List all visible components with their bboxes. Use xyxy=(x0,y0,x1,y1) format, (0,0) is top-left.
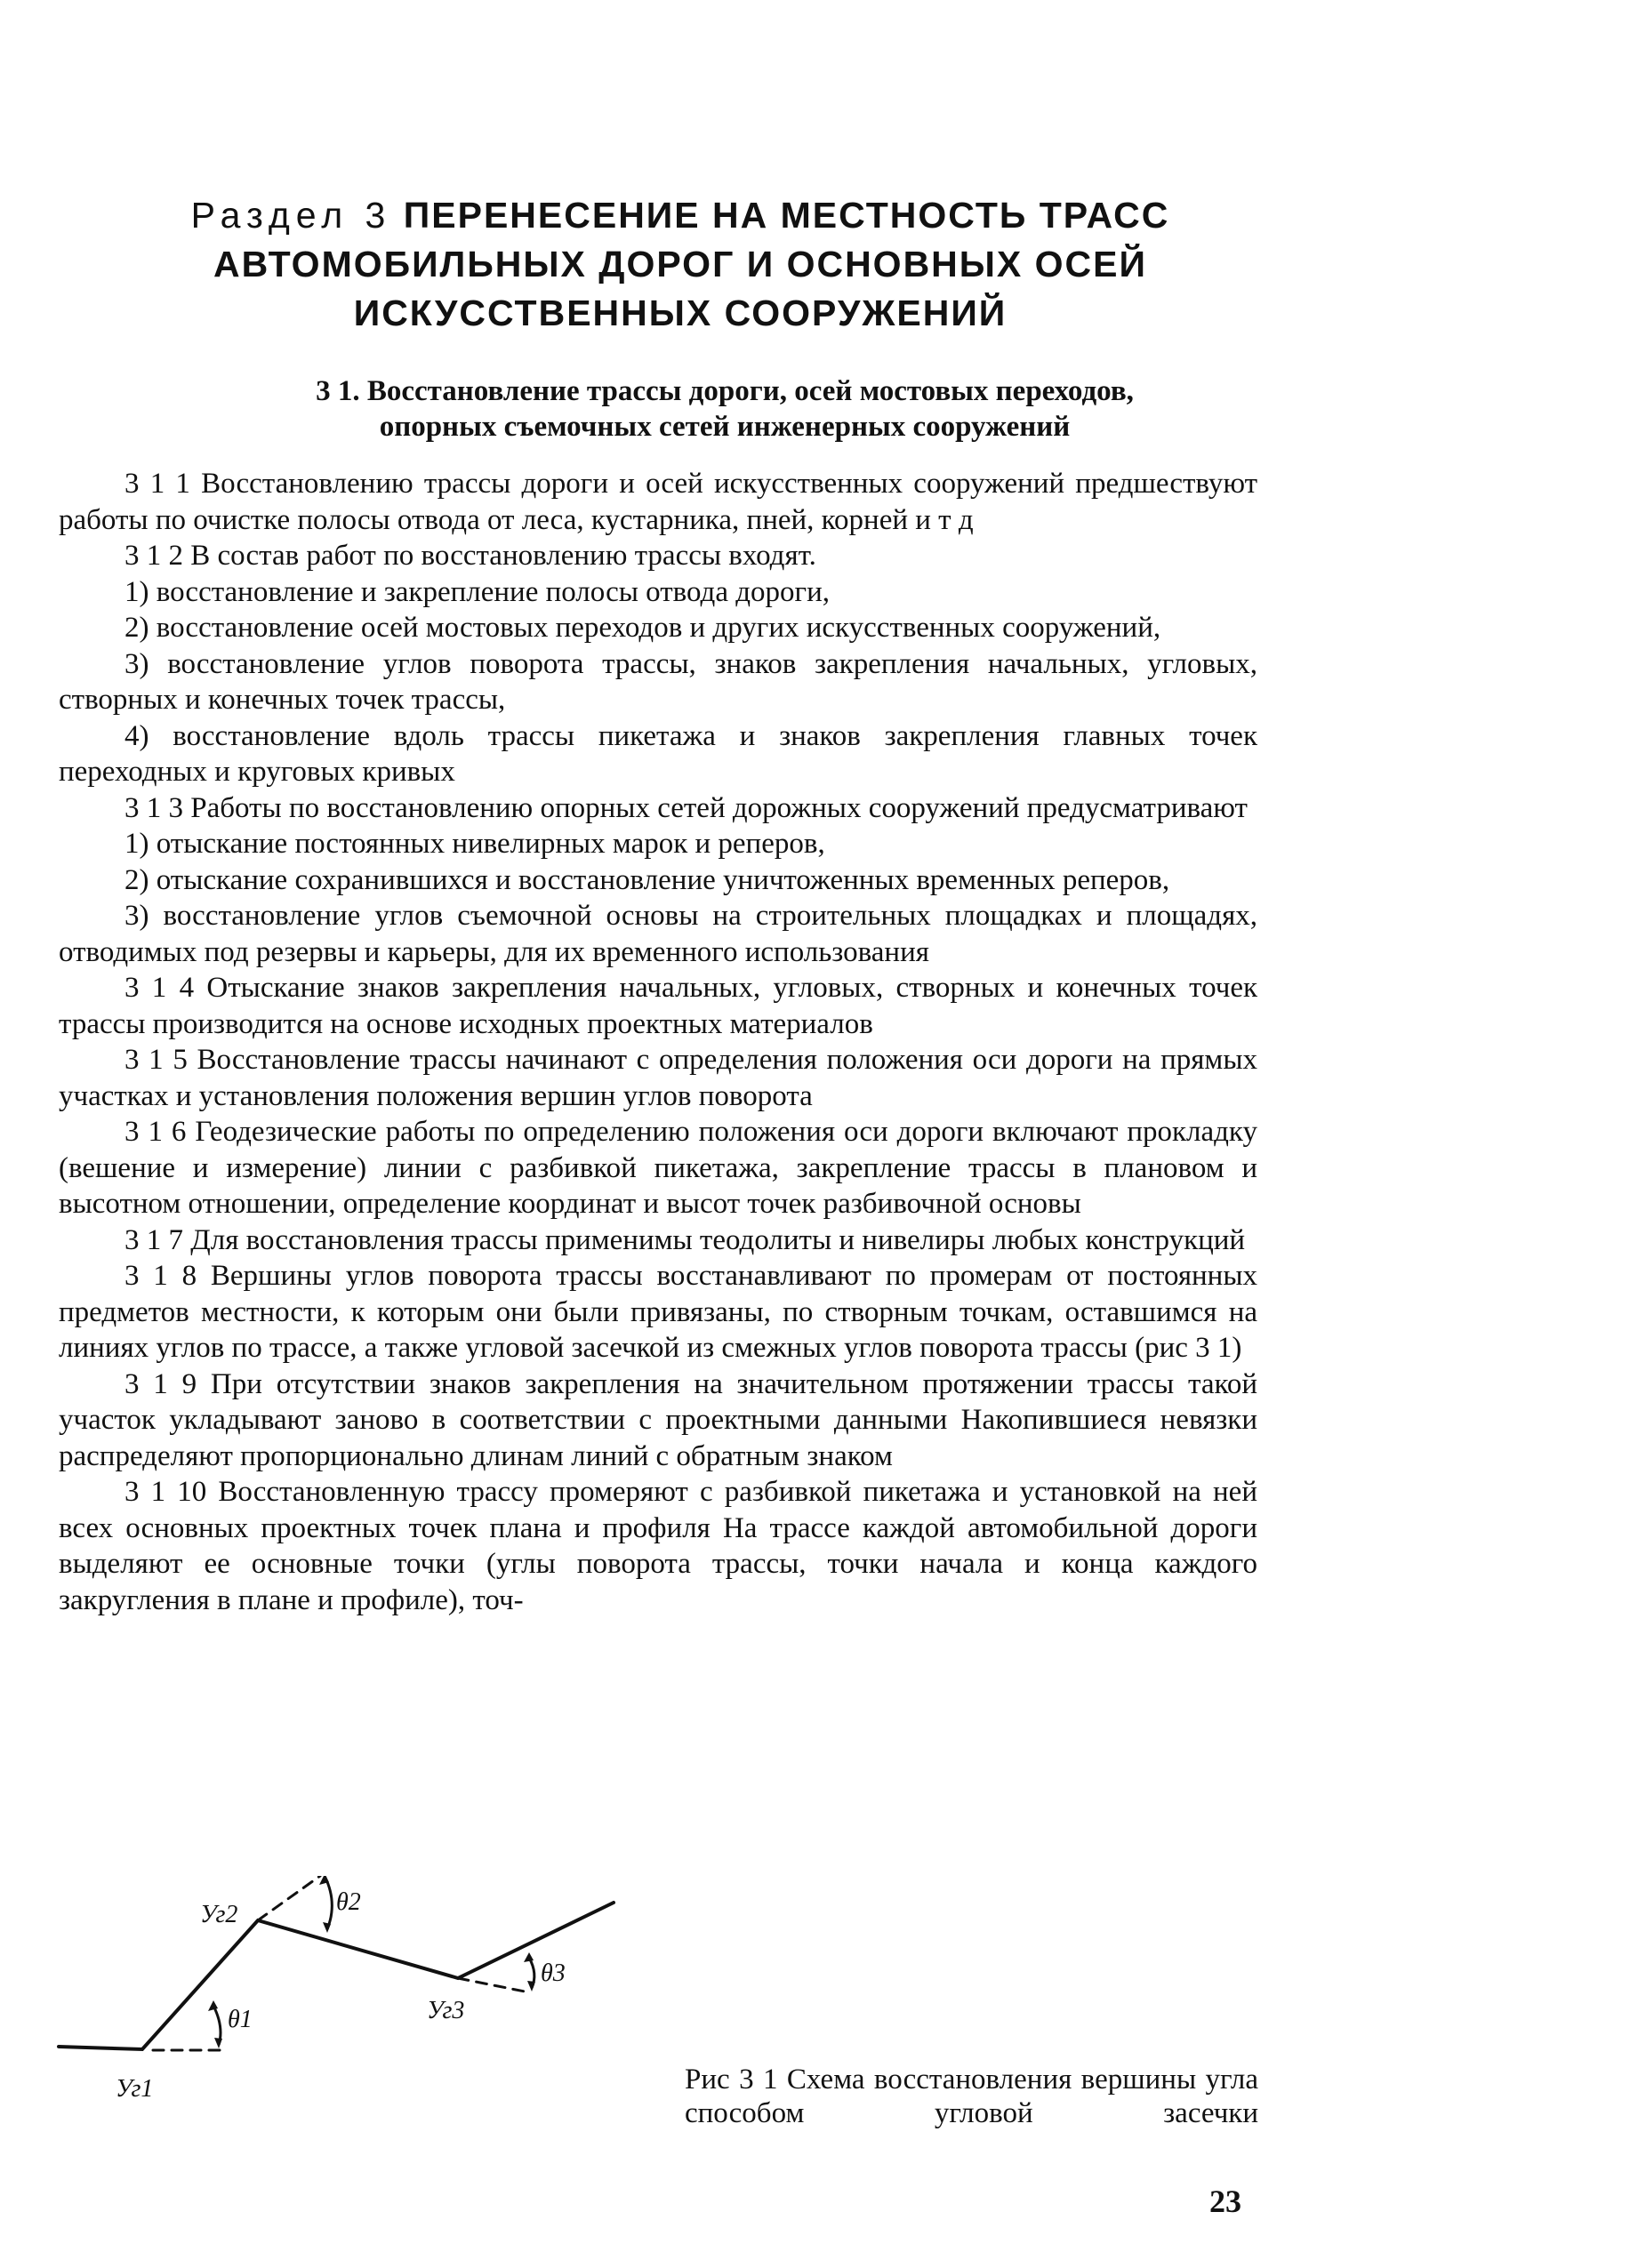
arrow-head-2b xyxy=(323,1922,331,1933)
figure-diagram xyxy=(53,1876,676,2107)
section-title xyxy=(178,191,1183,338)
label-ug3: Уг3 xyxy=(427,1997,465,2024)
paragraph-3-1-1: 3 1 1 Восстановлению трассы дороги и осей искусственных сооружений предшествуют работы по очистке полосы отвода от леса, кустарника, пней, корней и т д xyxy=(59,468,1257,536)
label-theta2: θ2 xyxy=(336,1888,361,1916)
section-title-lead: Раздел 3 xyxy=(190,195,392,236)
paragraph-3-1-4: 3 1 4 Отыскание знаков закрепления начальных, угловых, створных и конечных точек трассы производится на основе исходных проектных материалов xyxy=(59,972,1257,1040)
extension-dash-3 xyxy=(458,1978,525,1992)
arrow-head-3b xyxy=(527,1981,535,1992)
section-title-line1: ПЕРЕНЕСЕНИЕ НА МЕСТНОСТЬ ТРАСС xyxy=(403,195,1170,236)
list-item: 1) отыскание постоянных нивелирных марок и реперов, xyxy=(124,828,825,860)
subsection-title-line2: опорных съемочных сетей инженерных сооружений xyxy=(379,411,1071,443)
page-number: 23 xyxy=(1209,2184,1241,2219)
paragraph-3-1-3: 3 1 3 Работы по восстановлению опорных сетей дорожных сооружений предусматривают xyxy=(124,791,1248,824)
paragraph-3-1-6: 3 1 6 Геодезические работы по определению положения оси дороги включают прокладку (вешение и измерение) линии с разбивкой пикетажа, закрепление трассы в плановом и высотном отношении, определение координат и высот точек разбивочной основы xyxy=(59,1116,1257,1220)
arrow-head-1b xyxy=(214,2038,222,2048)
label-ug1: Уг1 xyxy=(116,2075,154,2103)
extension-dash-2 xyxy=(258,1876,320,1920)
figure-caption: Рис 3 1 Схема восстановления вершины угла способом угловой засечки xyxy=(685,2064,1258,2129)
paragraph-3-1-8: 3 1 8 Вершины углов поворота трассы восстанавливают по промерам от постоянных предметов местности, к которым они были привязаны, по створным точкам, оставшимся на линиях углов по трассе, а также угловой засечкой из смежных углов поворота трассы (рис 3 1) xyxy=(59,1260,1257,1364)
list-item: 3) восстановление углов поворота трассы, знаков закрепления начальных, угловых, створных и конечных точек трассы, xyxy=(59,647,1257,716)
paragraph-3-1-7: 3 1 7 Для восстановления трассы применимы теодолиты и нивелиры любых конструкций xyxy=(124,1223,1246,1256)
subsection-title-line1: 3 1. Восстановление трассы дороги, осей мостовых переходов, xyxy=(316,375,1134,407)
angle-arc-2 xyxy=(325,1876,332,1929)
label-theta1: θ1 xyxy=(228,2006,253,2033)
paragraph-3-1-10: 3 1 10 Восстановленную трассу промеряют с разбивкой пикетажа и установкой на ней всех основных проектных точек плана и профиля На трассе каждой автомобильной дороги выделяют ее основные точки (углы поворота трассы, точки начала и конца каждого закругления в плане и профиле), точ- xyxy=(59,1476,1257,1616)
paragraph-3-1-9: 3 1 9 При отсутствии знаков закрепления на значительном протяжении трассы такой участок укладывают заново в соответствии с проектными данными Накопившиеся невязки распределяют пропорционально длинам линий с обратным знаком xyxy=(59,1367,1257,1472)
body-text xyxy=(59,466,1257,1618)
paragraph-3-1-5: 3 1 5 Восстановление трассы начинают с определения положения оси дороги на прямых участках и установления положения вершин углов поворота xyxy=(59,1044,1257,1112)
label-theta3: θ3 xyxy=(541,1959,566,1987)
section-title-line3: ИСКУССТВЕННЫХ СООРУЖЕНИЙ xyxy=(353,293,1008,333)
route-polyline xyxy=(59,1903,614,2049)
section-title-line2: АВТОМОБИЛЬНЫХ ДОРОГ И ОСНОВНЫХ ОСЕЙ xyxy=(213,244,1147,285)
list-item: 1) восстановление и закрепление полосы отвода дороги, xyxy=(124,575,830,608)
figure-angle-intersection xyxy=(53,1876,676,2112)
list-item: 2) отыскание сохранившихся и восстановление уничтоженных временных реперов, xyxy=(124,863,1170,896)
list-item: 2) восстановление осей мостовых переходов и других искусственных сооружений, xyxy=(124,612,1161,644)
label-ug2: Уг2 xyxy=(200,1901,238,1928)
subsection-title xyxy=(178,373,1272,445)
list-item: 3) восстановление углов съемочной основы на строительных площадках и площадях, отводимых под резервы и карьеры, для их временного использования xyxy=(59,900,1257,968)
paragraph-3-1-2: 3 1 2 В состав работ по восстановлению трассы входят. xyxy=(124,540,816,572)
list-item: 4) восстановление вдоль трассы пикетажа и знаков закрепления главных точек переходных и круговых кривых xyxy=(59,719,1257,788)
